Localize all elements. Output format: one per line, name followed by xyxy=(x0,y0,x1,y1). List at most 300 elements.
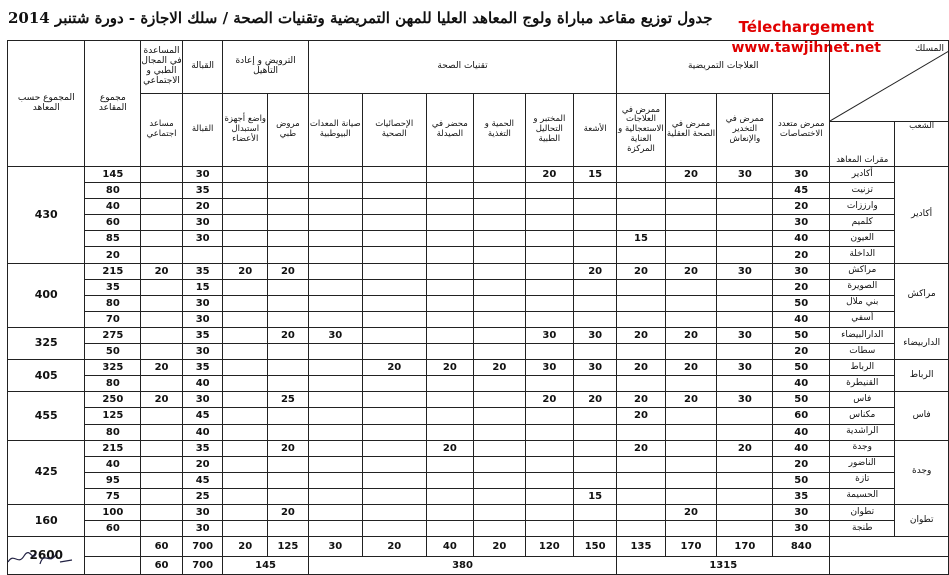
seat-cell: 15 xyxy=(182,279,223,295)
seat-cell: 40 xyxy=(182,376,223,392)
seat-cell xyxy=(362,263,426,279)
seat-cell xyxy=(426,456,473,472)
region-name: الداربيضاء xyxy=(895,327,949,359)
seat-cell: 30 xyxy=(182,215,223,231)
seat-cell: 25 xyxy=(182,488,223,504)
seat-cell xyxy=(362,344,426,360)
group-total-health_tech: 380 xyxy=(308,557,617,575)
seat-cell xyxy=(617,199,665,215)
table-body xyxy=(8,41,949,575)
seat-cell xyxy=(474,279,526,295)
city-name: الدارالبيضاء xyxy=(830,327,895,343)
watermark-site[interactable]: www.tawjihnet.net xyxy=(731,40,881,56)
seat-cell: 15 xyxy=(573,488,616,504)
inst-total-cell: 20 xyxy=(85,247,141,263)
seat-cell xyxy=(308,521,362,537)
seat-cell: 20 xyxy=(223,263,268,279)
seat-cell xyxy=(223,327,268,343)
group-header-midwifery: القبالة xyxy=(182,41,223,94)
seat-cell xyxy=(573,215,616,231)
seat-cell xyxy=(474,392,526,408)
seat-cell xyxy=(268,167,309,183)
seat-cell xyxy=(308,408,362,424)
seat-cell xyxy=(665,488,717,504)
total-cell: 125 xyxy=(268,537,309,557)
region-total-cell: 325 xyxy=(8,327,85,359)
seat-cell xyxy=(426,408,473,424)
region-name: أكادير xyxy=(895,167,949,264)
specialty-header-5: المختبر و التحاليل الطبية xyxy=(525,94,573,167)
seat-cell xyxy=(717,472,773,488)
seat-cell xyxy=(717,376,773,392)
seat-cell xyxy=(474,521,526,537)
seat-cell xyxy=(573,408,616,424)
seat-cell xyxy=(141,504,183,520)
total-cell: 700 xyxy=(182,537,223,557)
seat-cell xyxy=(617,504,665,520)
seat-cell: 30 xyxy=(182,392,223,408)
seat-cell: 35 xyxy=(182,183,223,199)
seat-cell xyxy=(617,521,665,537)
seat-cell xyxy=(474,424,526,440)
seat-cell xyxy=(573,231,616,247)
seat-cell xyxy=(525,504,573,520)
seat-cell xyxy=(426,424,473,440)
seat-cell: 15 xyxy=(617,231,665,247)
seat-cell xyxy=(426,472,473,488)
seat-cell: 20 xyxy=(525,167,573,183)
seat-cell xyxy=(717,521,773,537)
specialty-label: الشعب xyxy=(895,122,949,167)
specialty-header-7: محضر في الصيدلة xyxy=(426,94,473,167)
group-totals-row xyxy=(8,557,949,575)
seat-cell xyxy=(474,167,526,183)
seat-cell xyxy=(362,521,426,537)
header-inst-total: مجموع المقاعد xyxy=(85,41,141,167)
total-cell: 150 xyxy=(573,537,616,557)
seat-cell xyxy=(525,183,573,199)
seat-cell xyxy=(268,311,309,327)
seat-cell xyxy=(308,456,362,472)
seat-cell xyxy=(268,199,309,215)
seat-cell xyxy=(308,472,362,488)
seat-cell xyxy=(426,327,473,343)
specialty-header-1: ممرض في التخدير والإنعاش xyxy=(717,94,773,167)
seat-cell xyxy=(426,488,473,504)
seat-cell xyxy=(617,215,665,231)
seat-cell xyxy=(525,472,573,488)
seat-cell xyxy=(665,295,717,311)
seat-cell: 35 xyxy=(182,360,223,376)
city-name: مكناس xyxy=(830,408,895,424)
seat-cell: 50 xyxy=(773,295,830,311)
total-cell: 20 xyxy=(362,537,426,557)
specialty-header-6: الحمية و التغذية xyxy=(474,94,526,167)
inst-total-cell: 80 xyxy=(85,295,141,311)
seat-cell: 20 xyxy=(773,247,830,263)
seat-cell: 20 xyxy=(573,392,616,408)
city-name: فاس xyxy=(830,392,895,408)
specialty-header-10: مروض طبي xyxy=(268,94,309,167)
city-name: وارززات xyxy=(830,199,895,215)
seat-cell xyxy=(223,521,268,537)
seat-cell xyxy=(308,376,362,392)
region-name: تطوان xyxy=(895,504,949,536)
seat-cell xyxy=(308,424,362,440)
table-row xyxy=(8,456,949,472)
seat-cell xyxy=(474,183,526,199)
table-row xyxy=(8,247,949,263)
seat-cell xyxy=(362,199,426,215)
seat-cell xyxy=(525,424,573,440)
seat-cell xyxy=(362,295,426,311)
seat-cell xyxy=(362,440,426,456)
seat-cell: 30 xyxy=(182,167,223,183)
seat-cell: 20 xyxy=(268,504,309,520)
table-row xyxy=(8,360,949,376)
seat-cell xyxy=(474,247,526,263)
region-total-cell: 400 xyxy=(8,263,85,327)
seat-cell: 15 xyxy=(573,167,616,183)
seat-cell xyxy=(268,376,309,392)
group-totals-label-cell xyxy=(830,557,949,575)
seat-cell xyxy=(665,231,717,247)
seat-cell xyxy=(573,344,616,360)
seat-cell xyxy=(268,231,309,247)
seat-cell xyxy=(362,327,426,343)
seat-cell xyxy=(525,344,573,360)
inst-total-cell: 100 xyxy=(85,504,141,520)
seat-cell xyxy=(426,199,473,215)
seat-cell xyxy=(223,344,268,360)
seat-cell: 30 xyxy=(182,344,223,360)
city-name: الصويرة xyxy=(830,279,895,295)
seat-cell: 35 xyxy=(182,327,223,343)
seat-cell xyxy=(717,231,773,247)
seat-cell: 40 xyxy=(773,424,830,440)
seat-cell xyxy=(362,279,426,295)
seat-cell: 40 xyxy=(773,311,830,327)
signature-scribble xyxy=(6,548,76,568)
branch-label: المسلك xyxy=(914,44,944,54)
seat-cell: 20 xyxy=(141,263,183,279)
total-cell: 170 xyxy=(665,537,717,557)
seat-cell xyxy=(525,521,573,537)
seat-cell xyxy=(525,440,573,456)
specialty-header-11: واضع أجهزة استبدال الأعضاء xyxy=(223,94,268,167)
seat-cell: 30 xyxy=(717,360,773,376)
seat-cell xyxy=(268,279,309,295)
group-total-nursing: 1315 xyxy=(617,557,830,575)
specialty-header-2: ممرض في الصحة العقلية xyxy=(665,94,717,167)
specialty-header-0: ممرض متعدد الاختصاصات xyxy=(773,94,830,167)
seat-cell xyxy=(617,183,665,199)
seat-cell xyxy=(268,488,309,504)
total-cell: 20 xyxy=(223,537,268,557)
inst-total-cell: 95 xyxy=(85,472,141,488)
seat-cell xyxy=(362,311,426,327)
seat-cell xyxy=(223,231,268,247)
seat-cell xyxy=(617,279,665,295)
total-cell: 170 xyxy=(717,537,773,557)
seat-cell: 20 xyxy=(426,440,473,456)
seat-cell xyxy=(573,311,616,327)
table-row xyxy=(8,167,949,183)
seat-cell: 20 xyxy=(573,263,616,279)
table-row xyxy=(8,440,949,456)
seat-cell: 20 xyxy=(717,440,773,456)
city-name: الرباط xyxy=(830,360,895,376)
seat-cell: 20 xyxy=(617,408,665,424)
seat-cell xyxy=(717,215,773,231)
city-name: القنيطرة xyxy=(830,376,895,392)
inst-total-cell: 75 xyxy=(85,488,141,504)
seat-cell: 20 xyxy=(362,360,426,376)
seat-cell xyxy=(717,199,773,215)
grand-total-cell: 2600 xyxy=(8,537,85,575)
seat-cell xyxy=(717,295,773,311)
seat-cell xyxy=(362,424,426,440)
seat-cell xyxy=(717,279,773,295)
seat-cell: 30 xyxy=(773,167,830,183)
seat-cell xyxy=(223,504,268,520)
seat-cell xyxy=(223,279,268,295)
seat-cell: 20 xyxy=(773,199,830,215)
region-total-cell: 405 xyxy=(8,360,85,392)
table-row xyxy=(8,215,949,231)
seat-cell xyxy=(268,408,309,424)
seat-cell: 40 xyxy=(773,376,830,392)
table-row xyxy=(8,504,949,520)
seat-cell: 35 xyxy=(773,488,830,504)
seat-cell: 20 xyxy=(665,167,717,183)
seat-cell xyxy=(223,456,268,472)
seat-cell xyxy=(308,279,362,295)
group-total-rehab: 145 xyxy=(223,557,308,575)
seat-cell xyxy=(223,295,268,311)
table-row xyxy=(8,424,949,440)
seat-cell xyxy=(617,311,665,327)
seat-cell xyxy=(223,311,268,327)
seat-cell xyxy=(141,167,183,183)
region-name: وجدة xyxy=(895,440,949,504)
seat-cell xyxy=(525,295,573,311)
seat-cell: 45 xyxy=(773,183,830,199)
table-row xyxy=(8,376,949,392)
seat-cell: 50 xyxy=(773,392,830,408)
specialty-header-13: مساعد اجتماعي xyxy=(141,94,183,167)
seat-cell xyxy=(717,488,773,504)
seat-cell xyxy=(665,311,717,327)
group-totals-blank-cell xyxy=(85,557,141,575)
seat-cell: 20 xyxy=(665,327,717,343)
specialty-header-8: الإحصائيات الصحية xyxy=(362,94,426,167)
table-row xyxy=(8,408,949,424)
seat-cell xyxy=(141,247,183,263)
seat-cell xyxy=(223,183,268,199)
inst-total-cell: 60 xyxy=(85,521,141,537)
group-header-health-tech: تقنيات الصحة xyxy=(308,41,617,94)
seat-cell xyxy=(717,183,773,199)
inst-total-cell: 80 xyxy=(85,183,141,199)
seat-cell xyxy=(141,183,183,199)
seat-cell xyxy=(223,360,268,376)
seat-cell xyxy=(665,472,717,488)
table-row xyxy=(8,295,949,311)
seat-cell xyxy=(665,199,717,215)
seat-cell xyxy=(573,440,616,456)
city-name: الحسيمة xyxy=(830,488,895,504)
seat-cell: 20 xyxy=(665,360,717,376)
seat-cell: 35 xyxy=(182,440,223,456)
seat-cell xyxy=(141,376,183,392)
seat-cell: 20 xyxy=(474,360,526,376)
seat-cell xyxy=(525,279,573,295)
seat-cell: 60 xyxy=(773,408,830,424)
seat-cell xyxy=(525,199,573,215)
specialty-header-3: ممرض في العلاجات الاستعجالية و العناية المركزة xyxy=(617,94,665,167)
seat-cell xyxy=(665,279,717,295)
seat-cell xyxy=(308,215,362,231)
seat-cell xyxy=(717,344,773,360)
seat-cell xyxy=(573,247,616,263)
group-header-rehab: الترويض و إعادة التأهيل xyxy=(223,41,308,94)
seat-cell xyxy=(525,311,573,327)
seat-cell xyxy=(268,183,309,199)
city-name: طنجة xyxy=(830,521,895,537)
seat-cell xyxy=(223,392,268,408)
seat-cell: 30 xyxy=(717,392,773,408)
table-row xyxy=(8,488,949,504)
seat-cell xyxy=(141,344,183,360)
seat-cell xyxy=(308,440,362,456)
seat-cell xyxy=(141,472,183,488)
seat-cell xyxy=(474,472,526,488)
city-name: سطات xyxy=(830,344,895,360)
seat-cell: 20 xyxy=(617,327,665,343)
seat-cell xyxy=(474,327,526,343)
seat-cell xyxy=(223,376,268,392)
seat-cell xyxy=(308,392,362,408)
site-label: مقرات المعاهد xyxy=(830,122,895,167)
seat-cell: 20 xyxy=(773,279,830,295)
seat-cell xyxy=(665,440,717,456)
seat-cell: 40 xyxy=(773,440,830,456)
seat-cell xyxy=(665,376,717,392)
inst-total-cell: 35 xyxy=(85,279,141,295)
seat-cell xyxy=(141,521,183,537)
seat-cell xyxy=(182,247,223,263)
seat-cell: 50 xyxy=(773,472,830,488)
seat-cell: 30 xyxy=(717,263,773,279)
table-row xyxy=(8,521,949,537)
seat-cell xyxy=(308,295,362,311)
seat-cell xyxy=(223,199,268,215)
city-name: تطوان xyxy=(830,504,895,520)
seat-cell xyxy=(426,504,473,520)
seat-cell xyxy=(308,199,362,215)
seat-cell xyxy=(426,311,473,327)
seat-cell: 30 xyxy=(717,167,773,183)
seat-cell xyxy=(665,215,717,231)
inst-total-cell: 40 xyxy=(85,456,141,472)
seat-cell xyxy=(474,199,526,215)
inst-total-cell: 80 xyxy=(85,376,141,392)
seat-cell xyxy=(268,360,309,376)
total-cell: 20 xyxy=(474,537,526,557)
inst-total-cell: 125 xyxy=(85,408,141,424)
seat-cell: 20 xyxy=(141,392,183,408)
seat-cell: 45 xyxy=(182,472,223,488)
watermark-download: Télechargement xyxy=(738,18,874,36)
seat-cell: 30 xyxy=(773,263,830,279)
total-cell: 120 xyxy=(525,537,573,557)
seat-cell: 30 xyxy=(773,521,830,537)
seat-cell xyxy=(617,344,665,360)
seat-cell: 20 xyxy=(773,456,830,472)
city-name: كلميم xyxy=(830,215,895,231)
seat-cell xyxy=(717,456,773,472)
seat-cell xyxy=(426,263,473,279)
seat-cell xyxy=(573,295,616,311)
seat-cell xyxy=(308,504,362,520)
region-total-cell: 425 xyxy=(8,440,85,504)
seat-cell xyxy=(426,376,473,392)
seat-cell xyxy=(362,167,426,183)
seat-cell xyxy=(617,488,665,504)
seat-cell xyxy=(426,521,473,537)
total-cell: 135 xyxy=(617,537,665,557)
seat-cell xyxy=(474,311,526,327)
seat-cell: 30 xyxy=(182,295,223,311)
seat-cell xyxy=(525,215,573,231)
seat-cell: 20 xyxy=(665,504,717,520)
seat-cell xyxy=(665,344,717,360)
city-name: الراشدية xyxy=(830,424,895,440)
seat-cell: 20 xyxy=(182,456,223,472)
seat-cell xyxy=(141,199,183,215)
header-row-groups xyxy=(8,41,949,94)
seat-cell: 20 xyxy=(268,263,309,279)
total-cell: 60 xyxy=(141,537,183,557)
seat-cell xyxy=(665,521,717,537)
seat-cell xyxy=(308,263,362,279)
seat-cell xyxy=(141,456,183,472)
city-name: وجدة xyxy=(830,440,895,456)
inst-total-cell: 80 xyxy=(85,424,141,440)
seat-cell xyxy=(223,440,268,456)
seat-cell: 20 xyxy=(773,344,830,360)
specialty-header-4: الأشعة xyxy=(573,94,616,167)
seat-cell: 20 xyxy=(617,392,665,408)
seat-cell xyxy=(665,408,717,424)
specialty-header-12: القبالة xyxy=(182,94,223,167)
seat-cell xyxy=(223,488,268,504)
branch-header-cell xyxy=(830,41,949,122)
seat-cell xyxy=(617,472,665,488)
inst-total-cell: 275 xyxy=(85,327,141,343)
seat-cell: 30 xyxy=(773,504,830,520)
seat-cell xyxy=(573,183,616,199)
seat-cell xyxy=(141,408,183,424)
seat-cell xyxy=(525,376,573,392)
seat-cell xyxy=(362,392,426,408)
seat-cell xyxy=(474,488,526,504)
seat-cell xyxy=(573,424,616,440)
seat-cell xyxy=(362,472,426,488)
seat-cell xyxy=(223,215,268,231)
seat-cell: 30 xyxy=(182,231,223,247)
